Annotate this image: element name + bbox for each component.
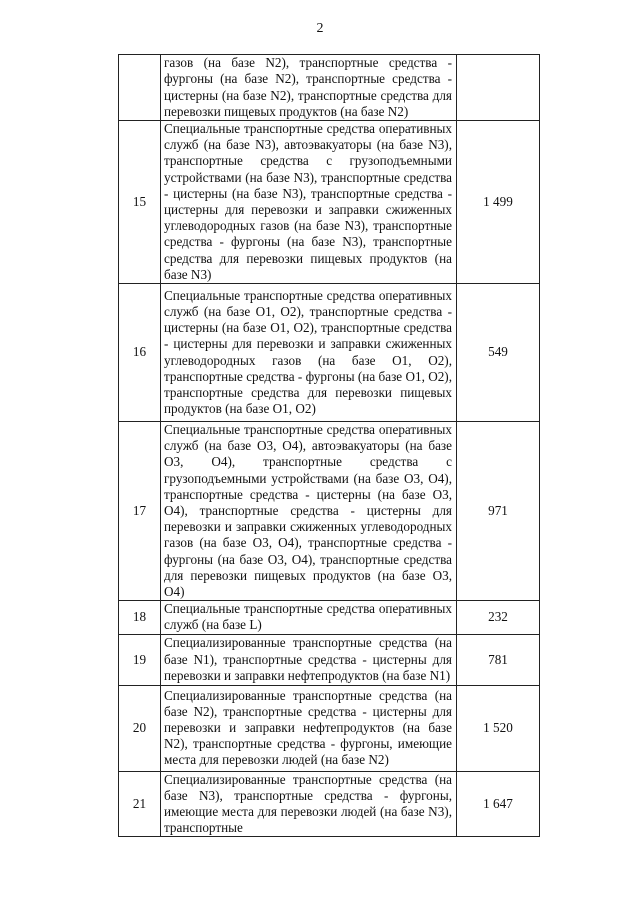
- row-description: газов (на базе N2), транспортные средства - фургоны (на базе N2), транспортные средства - цистерны (на базе N2), транспортные средства для перевозки пищевых продуктов (на базе N2): [161, 55, 457, 121]
- table-row: [119, 422, 540, 601]
- row-number: 19: [119, 634, 161, 685]
- table-row: [119, 685, 540, 771]
- page-number: 2: [316, 21, 324, 36]
- row-value: 781: [457, 634, 540, 685]
- row-number: 15: [119, 121, 161, 284]
- vehicle-category-table: [118, 54, 540, 837]
- row-description: Специализированные транспортные средства (на базе N2), транспортные средства - цистерны для перевозки и заправки нефтепродуктов (на базе N2), транспортные средства - фургоны, имеющие места для перевозки людей (на базе N2): [161, 685, 457, 771]
- table-row: [119, 771, 540, 837]
- table-row: [119, 634, 540, 685]
- row-value: 1 499: [457, 121, 540, 284]
- row-value: [457, 55, 540, 121]
- table-row: [119, 601, 540, 634]
- table-row: [119, 284, 540, 422]
- row-description: Специальные транспортные средства оперативных служб (на базе L): [161, 601, 457, 634]
- row-description: Специальные транспортные средства оперативных служб (на базе N3), автоэвакуаторы (на базе N3), транспортные средства с грузоподъемными устройствами (на базе N3), транспортные средства - цистерны (на базе N3), транспортные средства - цистерны для перевозки и заправки сжиженных углеводородных газов (на базе N3), транспортные средства - фургоны (на базе N3), транспортные средства для перевозки пищевых продуктов (на базе N3): [161, 121, 457, 284]
- row-number: 17: [119, 422, 161, 601]
- row-description: Специализированные транспортные средства (на базе N1), транспортные средства - цистерны для перевозки и заправки нефтепродуктов (на базе N1): [161, 634, 457, 685]
- row-value: 1 520: [457, 685, 540, 771]
- row-number: 20: [119, 685, 161, 771]
- row-value: 232: [457, 601, 540, 634]
- row-number: 16: [119, 284, 161, 422]
- row-value: 971: [457, 422, 540, 601]
- row-number: [119, 55, 161, 121]
- row-value: 1 647: [457, 771, 540, 837]
- row-number: 18: [119, 601, 161, 634]
- row-value: 549: [457, 284, 540, 422]
- table-row: [119, 55, 540, 121]
- row-description: Специальные транспортные средства оперативных служб (на базе O1, O2), транспортные средства - цистерны (на базе O1, O2), транспортные средства - цистерны для перевозки и заправки сжиженных углеводородных газов (на базе O1, O2), транспортные средства - фургоны (на базе O1, O2), транспортные средства для перевозки пищевых продуктов (на базе O1, O2): [161, 284, 457, 422]
- table-row: [119, 121, 540, 284]
- row-description: Специализированные транспортные средства (на базе N3), транспортные средства - фургоны, имеющие места для перевозки людей (на базе N3), транспортные: [161, 771, 457, 837]
- row-description: Специальные транспортные средства оперативных служб (на базе O3, O4), автоэвакуаторы (на базе O3, O4), транспортные средства с грузоподъемными устройствами (на базе O3, O4), транспортные средства - цистерны (на базе O3, O4), транспортные средства - цистерны для перевозки и заправки сжиженных углеводородных газов (на базе O3, O4), транспортные средства - фургоны (на базе O3, O4), транспортные средства для перевозки пищевых продуктов (на базе O3, O4): [161, 422, 457, 601]
- row-number: 21: [119, 771, 161, 837]
